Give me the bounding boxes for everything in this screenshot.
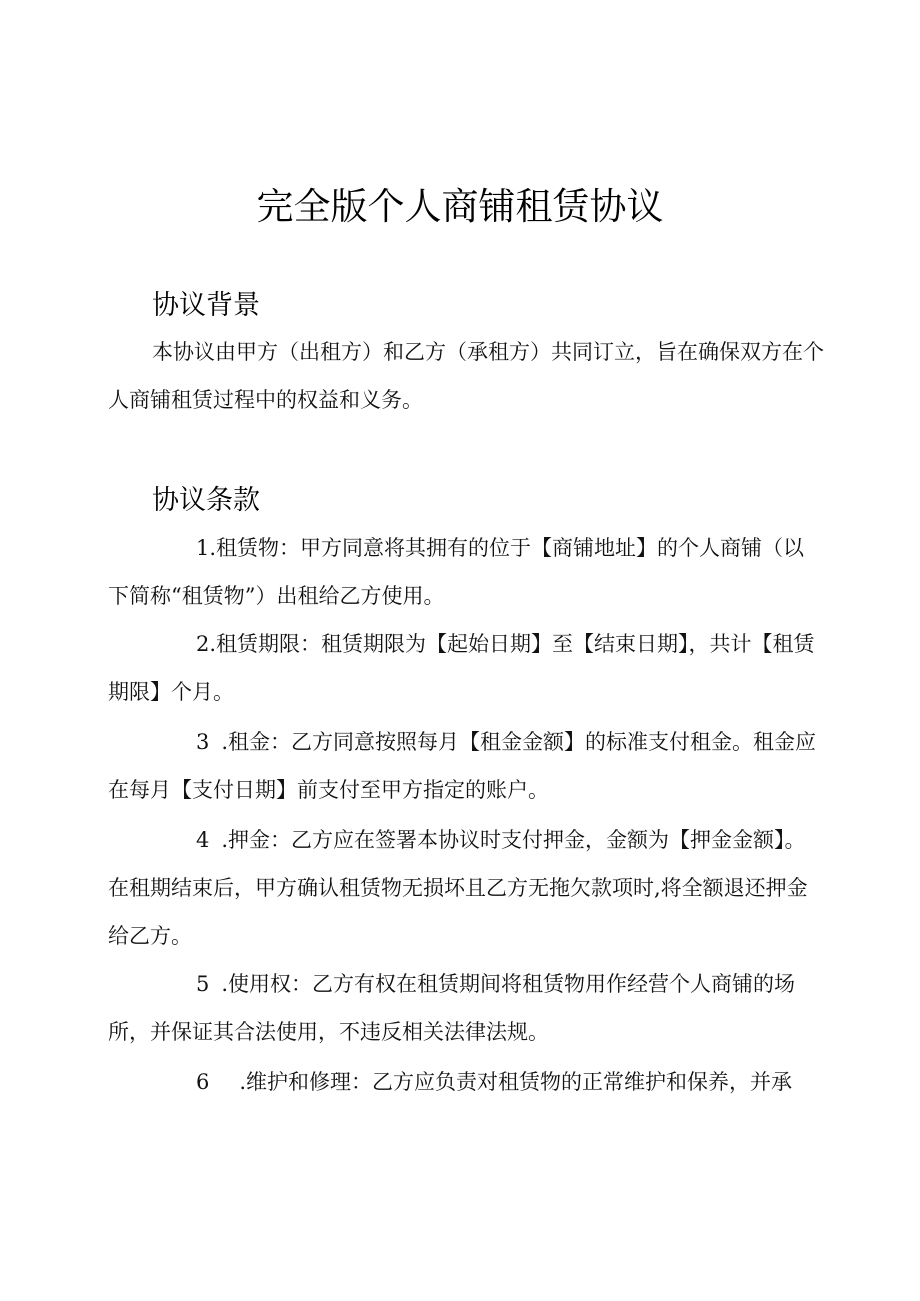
clause-text: .租金：乙方同意按照每月【租金金额】的标准支付租金。租金应在每月【支付日期】前支付至甲方指定的账户。 [108,730,817,802]
clause-text: 租赁期限：租赁期限为【起始日期】至【结束日期】，共计【租赁期限】个月。 [108,632,815,704]
clause-6 [108,1058,824,1106]
section-heading-background: 协议背景 [152,290,260,321]
clause-number: 3 [196,730,210,754]
clause-number: 4 [196,828,210,852]
clause-text: .使用权：乙方有权在租赁期间将租赁物用作经营个人商铺的场所，并保证其合法使用，不违反相关法律法规。 [108,972,796,1044]
clause-number: 5 [196,972,210,996]
clause-3 [108,718,824,814]
clause-text: .押金：乙方应在签署本协议时支付押金，金额为【押金金额】。在租期结束后，甲方确认租赁物无损坏且乙方无拖欠款项时,将全额退还押金给乙方。 [108,828,808,948]
clause-1 [108,524,824,620]
document-title: 完全版个人商铺租赁协议 [256,185,664,228]
clause-number: 2. [196,632,217,656]
clause-number: 1. [196,536,217,560]
clause-number: 6 [196,1070,210,1094]
section-heading-terms: 协议条款 [152,485,260,516]
clause-5 [108,960,824,1056]
clause-text: 租赁物：甲方同意将其拥有的位于【商铺地址】的个人商铺（以下简称“租赁物”）出租给乙方使用。 [108,536,805,608]
clause-4 [108,816,824,960]
clause-2 [108,620,824,716]
background-paragraph: 本协议由甲方（出租方）和乙方（承租方）共同订立，旨在确保双方在个人商铺租赁过程中的权益和义务。 [108,340,824,412]
clause-text: .维护和修理：乙方应负责对租赁物的正常维护和保养，并承 [239,1070,793,1094]
